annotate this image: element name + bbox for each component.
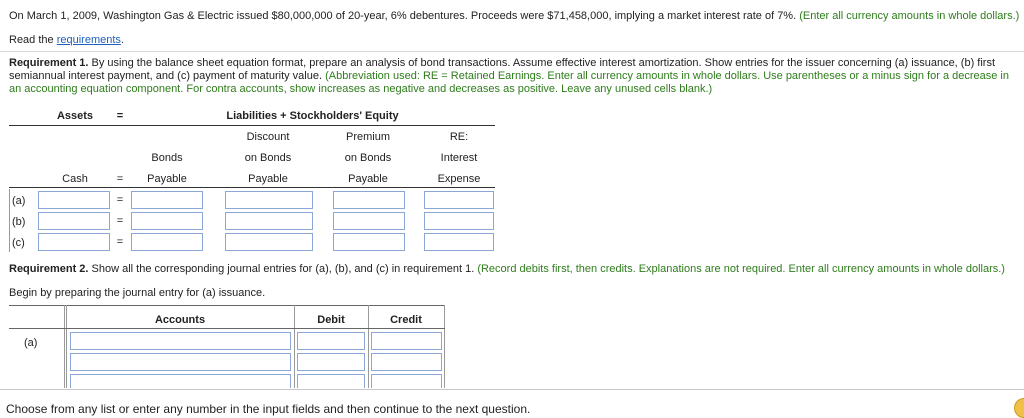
row-label-border	[9, 189, 10, 252]
debit-header: Debit	[317, 314, 345, 326]
premium-input-c[interactable]	[333, 233, 405, 251]
header-rule	[9, 125, 495, 126]
debit-input-2[interactable]	[297, 353, 365, 371]
cash-input-a[interactable]	[38, 191, 110, 209]
equals-sub: =	[116, 173, 124, 185]
account-select-1[interactable]	[70, 332, 291, 350]
row-label: (c)	[12, 237, 25, 249]
expense-label: Expense	[437, 173, 481, 185]
requirement-2	[9, 263, 1005, 275]
interest-label: Interest	[440, 152, 478, 164]
debit-input-1[interactable]	[297, 332, 365, 350]
req1-text: By using the balance sheet equation format, prepare an analysis of bond transactions. Assume effective interest amortization. Show entries for the issuer concerning (a) issuance, (b) first semiannual interest payment, and (c) payment of maturity value.	[9, 57, 996, 82]
req2-text: Show all the corresponding journal entries for (a), (b), and (c) in requirement 1.	[88, 263, 478, 275]
credit-input-3[interactable]	[371, 374, 442, 388]
discount-input-c[interactable]	[225, 233, 313, 251]
discount-input-b[interactable]	[225, 212, 313, 230]
liabilities-equity-header: Liabilities + Stockholders' Equity	[226, 110, 399, 122]
re-interest-input-b[interactable]	[424, 212, 494, 230]
discount-label: Discount	[246, 131, 290, 143]
read-suffix: .	[120, 34, 124, 46]
bonds-payable-label: Payable	[147, 173, 187, 185]
column-rule	[9, 187, 495, 188]
intro-text: On March 1, 2009, Washington Gas & Electric issued $80,000,000 of 20-year, 6% debentures. Proceeds were $71,458,000, implying a market interest rate of 7%.	[9, 10, 797, 22]
bonds-payable-input-a[interactable]	[131, 191, 203, 209]
journal-row-label: (a)	[24, 337, 38, 349]
row-label: (a)	[12, 195, 26, 207]
equals-sign: =	[116, 215, 124, 227]
cash-input-b[interactable]	[38, 212, 110, 230]
req2-note: (Record debits first, then credits. Explanations are not required. Enter all currency amounts in whole dollars.)	[477, 263, 1005, 275]
help-icon[interactable]	[1014, 398, 1024, 418]
equals-sign: =	[116, 194, 124, 206]
credit-input-2[interactable]	[371, 353, 442, 371]
account-select-2[interactable]	[70, 353, 291, 371]
discount-input-a[interactable]	[225, 191, 313, 209]
equals-sign: =	[116, 236, 124, 248]
divider-bottom	[0, 389, 1024, 390]
premium-payable-label: Payable	[348, 173, 388, 185]
premium-label: Premium	[345, 131, 390, 143]
credit-header: Credit	[390, 314, 422, 326]
read-requirements	[9, 34, 124, 46]
bonds-label: Bonds	[151, 152, 183, 164]
discount-payable-label: Payable	[248, 173, 288, 185]
premium-input-b[interactable]	[333, 212, 405, 230]
row-label: (b)	[12, 216, 26, 228]
req1-note: (Abbreviation used: RE = Retained Earnings. Enter all currency amounts in whole dollars. Use parentheses or a minus sign for a decrease in an accounting equation component. For contra accounts, show increases as negative and decreases as positive. Leave any unused cells blank.)	[9, 70, 1009, 95]
cash-input-c[interactable]	[38, 233, 110, 251]
on-bonds-label-1: on Bonds	[244, 152, 292, 164]
accounts-header: Accounts	[154, 314, 206, 326]
divider-top	[0, 51, 1024, 52]
bonds-payable-input-b[interactable]	[131, 212, 203, 230]
requirements-link[interactable]: requirements	[56, 34, 121, 46]
intro-line	[9, 10, 1019, 22]
footer-instruction: Choose from any list or enter any number in the input fields and then continue to the next question.	[6, 402, 531, 416]
req2-label: Requirement 2.	[9, 263, 89, 275]
req1-label: Requirement 1.	[9, 57, 89, 69]
bonds-payable-input-c[interactable]	[131, 233, 203, 251]
account-select-3[interactable]	[70, 374, 291, 388]
re-interest-input-a[interactable]	[424, 191, 494, 209]
begin-instruction: Begin by preparing the journal entry for (a) issuance.	[9, 287, 266, 299]
re-interest-input-c[interactable]	[424, 233, 494, 251]
requirement-1	[9, 57, 1014, 96]
re-label: RE:	[449, 131, 469, 143]
credit-input-1[interactable]	[371, 332, 442, 350]
debit-input-3[interactable]	[297, 374, 365, 388]
intro-note: (Enter all currency amounts in whole dollars.)	[799, 10, 1020, 22]
cash-label: Cash	[62, 173, 88, 185]
read-prefix: Read the	[9, 34, 57, 46]
equals-header: =	[116, 110, 124, 122]
journal-col-4	[444, 305, 445, 388]
assets-header: Assets	[56, 110, 94, 122]
journal-header-rule	[9, 328, 445, 329]
journal-col-1	[64, 305, 65, 388]
premium-input-a[interactable]	[333, 191, 405, 209]
journal-top-rule	[9, 305, 445, 306]
on-bonds-label-2: on Bonds	[344, 152, 392, 164]
